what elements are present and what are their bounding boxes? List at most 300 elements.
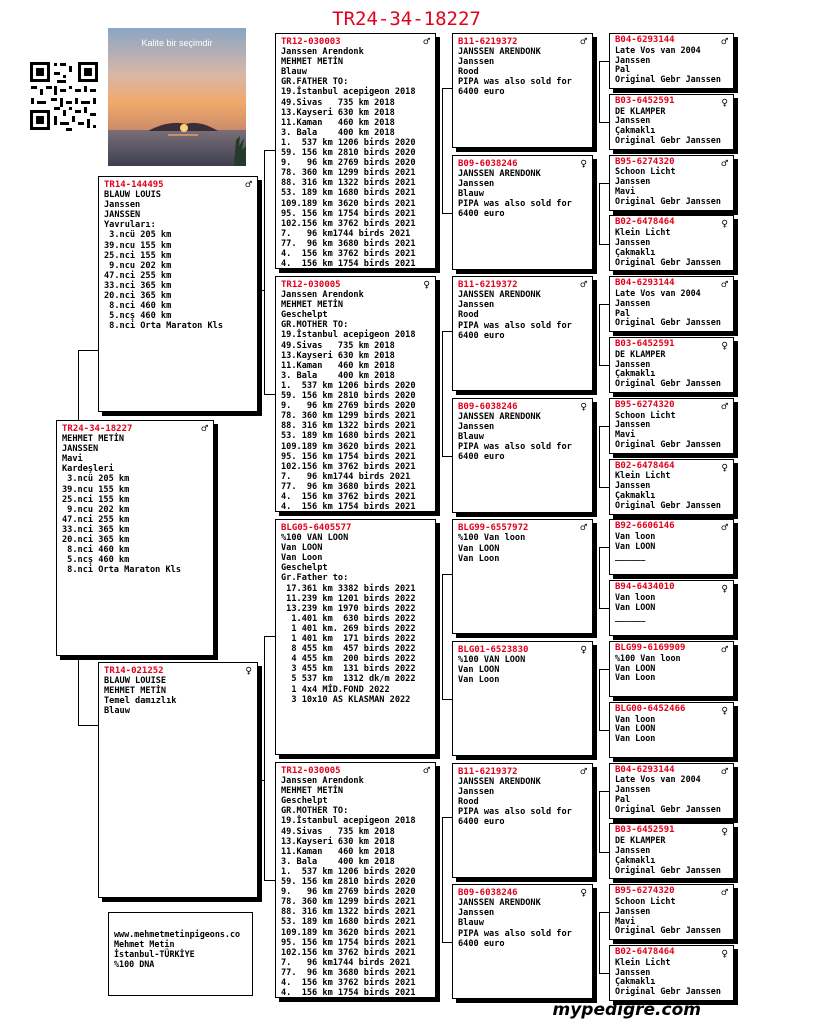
connector-line (599, 426, 609, 427)
card-gggp-2[interactable] (609, 94, 734, 150)
card-line: 3.ncü 205 km (62, 474, 130, 485)
card-line: Kardeşleri (62, 464, 114, 475)
card-line: 1. 537 km 1206 birds 2020 (281, 866, 416, 877)
card-line: 6400 euro (458, 452, 505, 463)
card-line: 102.156 km 3762 birds 2021 (281, 461, 416, 472)
card-line: JANSSEN ARENDONK (458, 168, 541, 179)
card-line: 53. 189 km 1680 birds 2021 (281, 188, 416, 199)
card-line: 19.İstanbul acepigeon 2018 (281, 816, 416, 827)
card-ggp-3[interactable] (452, 276, 593, 391)
card-line: Blauw (458, 188, 484, 199)
card-gggp-3[interactable] (609, 155, 734, 211)
sex-icon: ♂ (580, 35, 587, 48)
card-line: 6400 euro (458, 817, 505, 828)
card-line: 9. 96 km 2769 birds 2020 (281, 401, 416, 412)
connector-line (78, 725, 98, 726)
sex-icon: ♀ (423, 278, 430, 291)
card-line: Van Loon (458, 553, 500, 564)
ring-number: BLG05-6405577 (281, 523, 352, 533)
contact-name: Mehmet Metin (114, 939, 175, 950)
connector-line (599, 365, 609, 366)
sex-icon: ♂ (721, 399, 728, 413)
ring-number: B02-6478464 (615, 947, 675, 957)
card-line: Van LOON (615, 601, 656, 612)
ring-number: B02-6478464 (615, 217, 675, 228)
connector-line (599, 791, 600, 852)
contact-location: İstanbul-TÜRKİYE (114, 949, 195, 960)
card-line: Late Vos van 2004 (615, 774, 701, 785)
card-gggp-15[interactable] (609, 884, 734, 940)
connector-line (599, 608, 609, 609)
connector-line (264, 880, 275, 881)
card-line: %100 Van loon (458, 533, 526, 544)
card-gp-3[interactable] (275, 519, 436, 755)
sex-icon: ♀ (245, 664, 252, 677)
sex-icon: ♂ (721, 764, 728, 778)
card-gggp-11[interactable] (609, 641, 734, 697)
card-line: 8 455 km 457 birds 2022 (281, 644, 416, 655)
sex-icon: ♂ (580, 521, 587, 535)
card-line: %100 VAN LOON (458, 655, 526, 666)
card-ggp-4[interactable] (452, 398, 593, 513)
card-ggp-7[interactable] (452, 763, 593, 878)
card-line: 8.nci 460 km (104, 301, 172, 312)
card-line: Mavi (615, 915, 636, 926)
card-line: Van LOON (615, 540, 656, 551)
card-line: Janssen (458, 421, 495, 432)
card-line: Mavi (615, 185, 636, 196)
sex-icon: ♀ (721, 95, 728, 109)
card-gggp-14[interactable] (609, 823, 734, 879)
card-line: Pal (615, 64, 631, 75)
sex-icon: ♂ (423, 35, 430, 48)
sex-icon: ♂ (721, 278, 728, 292)
card-line: JANSSEN ARENDONK (458, 898, 541, 909)
card-line: Janssen Arendonk (281, 47, 364, 58)
card-line: DE KLAMPER (615, 105, 666, 116)
card-line: JANSSEN ARENDONK (458, 47, 541, 58)
sex-icon: ♀ (721, 339, 728, 352)
card-gggp-5[interactable] (609, 276, 734, 332)
card-line: Janssen Arendonk (281, 290, 364, 301)
card-line: Original Gebr Janssen (615, 864, 721, 875)
card-line: 88. 316 km 1322 birds 2021 (281, 178, 416, 189)
connector-line (442, 699, 452, 700)
card-line: Original Gebr Janssen (615, 378, 721, 389)
ring-number: B11-6219372 (458, 766, 518, 777)
card-line: 13.Kayseri 630 km 2018 (281, 107, 395, 118)
photo-caption: Kalite bir seçimdir (141, 38, 213, 48)
ring-number: B04-6293144 (615, 764, 675, 775)
card-line: 109.189 km 3620 birds 2021 (281, 198, 416, 209)
card-line: 4. 156 km 1754 birds 2021 (281, 259, 416, 269)
contact-box (108, 912, 253, 996)
ring-number: B95-6274320 (615, 399, 675, 410)
card-line: 19.İstanbul acepigeon 2018 (281, 87, 416, 98)
card-line: Van Loon (458, 675, 500, 686)
card-line: Blauw (458, 432, 484, 443)
connector-line (442, 574, 443, 699)
card-line: 39.ncu 155 km (104, 240, 172, 251)
card-line: 95. 156 km 1754 birds 2021 (281, 208, 416, 219)
card-line: JANSSEN ARENDONK (458, 776, 541, 787)
card-gggp-1[interactable] (609, 33, 734, 89)
card-line: Van LOON (458, 543, 500, 554)
card-line: 8.nci 460 km (62, 545, 130, 556)
card-line: 77. 96 km 3680 birds 2021 (281, 481, 416, 492)
connector-line (258, 290, 264, 291)
card-line: 53. 189 km 1680 birds 2021 (281, 917, 416, 928)
card-line: 4. 156 km 1754 birds 2021 (281, 988, 416, 998)
card-line: Original Gebr Janssen (615, 134, 721, 145)
connector-line (599, 304, 600, 365)
card-line: 33.nci 365 km (104, 280, 172, 291)
card-line: ______ (615, 611, 646, 622)
ring-number: BLG99-6557972 (458, 523, 529, 534)
card-line: DE KLAMPER (615, 348, 666, 359)
ring-number: B92-6606146 (615, 521, 675, 532)
sex-icon: ♀ (721, 947, 728, 960)
card-line: PIPA was also sold for (458, 442, 572, 453)
card-line: Janssen (458, 908, 495, 919)
card-line: 13.239 km 1970 birds 2022 (281, 603, 416, 614)
card-line: Schoon Licht (615, 409, 676, 420)
card-line: 9. 96 km 2769 birds 2020 (281, 887, 416, 898)
ring-number: TR12-030005 (281, 766, 341, 776)
card-line: BLAUW LOUIS (104, 190, 161, 201)
card-line: 59. 156 km 2810 birds 2020 (281, 877, 416, 888)
card-line: 20.nci 365 km (104, 291, 172, 302)
card-line: 1 401 km. 269 birds 2022 (281, 623, 416, 634)
connector-line (442, 213, 452, 214)
card-line: Janssen (458, 786, 495, 797)
card-line: Van Loon (615, 672, 656, 683)
card-line: GR.MOTHER TO: (281, 320, 349, 331)
card-line: Rood (458, 67, 479, 78)
card-line: JANSSEN (104, 210, 141, 221)
card-line: 1. 537 km 1206 birds 2020 (281, 137, 416, 148)
card-gggp-6[interactable] (609, 337, 734, 393)
card-line: JANSSEN (62, 444, 99, 455)
card-gp-4[interactable] (275, 762, 436, 998)
card-line: Van loon (615, 713, 656, 724)
card-line: Late Vos van 2004 (615, 287, 701, 298)
card-line: 11.239 km 1201 birds 2022 (281, 593, 416, 604)
connector-line (264, 150, 275, 151)
card-line: Original Gebr Janssen (615, 195, 721, 206)
card-line: MEHMET METİN (62, 434, 125, 445)
connector-line (599, 973, 609, 974)
card-line: GR.FATHER TO: (281, 77, 349, 88)
connector-line (599, 61, 609, 62)
sex-icon: ♂ (201, 422, 208, 435)
card-line: 59. 156 km 2810 birds 2020 (281, 148, 416, 159)
card-gggp-13[interactable] (609, 763, 734, 819)
sex-icon: ♂ (580, 764, 587, 778)
card-line: 49.Sivas 735 km 2018 (281, 340, 395, 351)
card-line: 9.ncu 202 km (62, 504, 130, 515)
card-line: 6400 euro (458, 938, 505, 949)
ring-number: B04-6293144 (615, 35, 675, 45)
card-line: Blauw (458, 918, 484, 929)
card-line: %100 Van loon (615, 652, 681, 663)
card-line: 11.Kaman 460 km 2018 (281, 117, 395, 128)
card-line: Janssen (615, 358, 651, 369)
card-line: 9.ncu 202 km (104, 260, 172, 271)
card-line: Geschelpt (281, 310, 328, 321)
card-line: 8.nci Orta Maraton Kls (62, 565, 181, 576)
card-line: 7. 96 km1744 birds 2021 (281, 957, 411, 968)
contact-dna: %100 DNA (114, 959, 155, 970)
card-line: 17.361 km 3382 birds 2021 (281, 583, 416, 594)
card-line: 7. 96 km1744 birds 2021 (281, 228, 411, 239)
card-line: 11.Kaman 460 km 2018 (281, 846, 395, 857)
ring-number: B03-6452591 (615, 339, 675, 349)
card-line: Gr.Father to: (281, 573, 349, 584)
card-line: 1.401 km 630 birds 2022 (281, 613, 416, 624)
card-line: Original Gebr Janssen (615, 925, 721, 936)
card-line: Janssen (615, 419, 651, 430)
connector-line (258, 780, 264, 781)
card-gggp-9[interactable] (609, 519, 734, 575)
card-gggp-12[interactable] (609, 702, 734, 758)
card-line: Janssen (458, 57, 495, 68)
card-line: Yavruları: (104, 220, 156, 231)
card-line: Çakmaklı (615, 976, 656, 987)
card-ggp-8[interactable] (452, 884, 593, 999)
card-line: 53. 189 km 1680 birds 2021 (281, 431, 416, 442)
sex-icon: ♂ (423, 764, 430, 777)
card-line: Janssen (615, 784, 651, 795)
card-mother[interactable] (98, 662, 258, 898)
sex-icon: ♀ (721, 217, 728, 231)
card-line: PIPA was also sold for (458, 320, 572, 331)
card-line: 6400 euro (458, 87, 505, 98)
card-line: Janssen (104, 200, 141, 211)
card-line: 13.Kayseri 630 km 2018 (281, 350, 395, 361)
card-line: 4. 156 km 1754 birds 2021 (281, 502, 416, 512)
card-line: 3. Bala 400 km 2018 (281, 127, 395, 138)
card-line: 1 4x4 MİD.FOND 2022 (281, 684, 390, 695)
card-line: 4 455 km 200 birds 2022 (281, 654, 416, 665)
card-line: 6400 euro (458, 330, 505, 341)
card-line: 59. 156 km 2810 birds 2020 (281, 391, 416, 402)
connector-line (599, 547, 600, 608)
card-line: 3 455 km 131 birds 2022 (281, 664, 416, 675)
ring-number: B03-6452591 (615, 825, 675, 836)
sex-icon: ♂ (245, 178, 252, 191)
sunset-photo (108, 28, 246, 166)
sex-icon: ♂ (721, 886, 728, 900)
connector-line (264, 394, 275, 395)
card-line: 1. 537 km 1206 birds 2020 (281, 380, 416, 391)
card-line: MEHMET METİN (281, 57, 344, 68)
connector-line (442, 942, 452, 943)
card-line: Van LOON (615, 662, 656, 673)
card-ggp-6[interactable] (452, 641, 593, 756)
card-gggp-10[interactable] (609, 580, 734, 636)
card-ggp-1[interactable] (452, 33, 593, 148)
card-line: 9. 96 km 2769 birds 2020 (281, 158, 416, 169)
connector-line (599, 122, 609, 123)
card-line: PIPA was also sold for (458, 77, 572, 88)
card-line: JANSSEN ARENDONK (458, 411, 541, 422)
sex-icon: ♀ (580, 886, 587, 900)
connector-line (442, 574, 452, 575)
card-line: 88. 316 km 1322 birds 2021 (281, 421, 416, 432)
card-ggp-5[interactable] (452, 519, 593, 634)
card-line: 6400 euro (458, 209, 505, 220)
connector-line (78, 656, 79, 726)
card-line: 77. 96 km 3680 birds 2021 (281, 967, 416, 978)
connector-line (599, 669, 600, 730)
card-line: Original Gebr Janssen (615, 256, 721, 267)
ring-number: B09-6038246 (458, 158, 518, 169)
connector-line (264, 636, 275, 637)
card-line: Van LOON (458, 665, 500, 676)
card-line: Mavi (62, 454, 83, 465)
card-line: Pal (615, 793, 631, 804)
card-line: Van LOON (615, 723, 656, 734)
card-line: JANSSEN ARENDONK (458, 290, 541, 301)
card-line: Van Loon (281, 553, 323, 564)
card-line: GR.MOTHER TO: (281, 806, 349, 817)
connector-line (442, 817, 452, 818)
card-line: Geschelpt (281, 796, 328, 807)
card-line: 78. 360 km 1299 birds 2021 (281, 897, 416, 908)
ring-number: B03-6452591 (615, 95, 675, 106)
card-line: Rood (458, 310, 479, 321)
card-line: Late Vos van 2004 (615, 44, 701, 55)
connector-line (599, 730, 609, 731)
sex-icon: ♂ (721, 35, 728, 48)
connector-line (599, 547, 609, 548)
connector-line (599, 912, 600, 973)
card-line: 19.İstanbul acepigeon 2018 (281, 330, 416, 341)
ring-number: B11-6219372 (458, 280, 518, 291)
sex-icon: ♂ (721, 521, 728, 535)
sex-icon: ♀ (580, 156, 587, 170)
card-line: MEHMET METİN (281, 786, 344, 797)
card-line: %100 VAN LOON (281, 533, 349, 544)
sex-icon: ♀ (580, 643, 587, 656)
card-line: 88. 316 km 1322 birds 2021 (281, 907, 416, 918)
card-line: Blauw (104, 706, 130, 717)
card-line: 11.Kaman 460 km 2018 (281, 360, 395, 371)
card-line: Original Gebr Janssen (615, 317, 721, 328)
card-gp-2[interactable] (275, 276, 436, 512)
page-title: TR24-34-18227 (332, 8, 481, 30)
card-line: Janssen (615, 297, 651, 308)
card-line: Janssen (615, 236, 651, 247)
card-line: Çakmaklı (615, 125, 656, 136)
connector-line (442, 88, 452, 89)
card-line: Schoon Licht (615, 895, 676, 906)
connector-line (599, 669, 609, 670)
connector-line (442, 456, 452, 457)
card-line: 47.nci 255 km (104, 270, 172, 281)
connector-line (78, 350, 98, 351)
contact-website[interactable]: www.mehmetmetinpigeons.co (114, 929, 241, 939)
card-line: PIPA was also sold for (458, 198, 572, 209)
card-line: Janssen (615, 115, 651, 126)
ring-number: BLG01-6523830 (458, 645, 529, 655)
card-line: 3. Bala 400 km 2018 (281, 370, 395, 381)
card-line: MEHMET METİN (104, 686, 167, 697)
card-line: Original Gebr Janssen (615, 74, 721, 85)
ring-number: B04-6293144 (615, 278, 675, 289)
card-line: Çakmaklı (615, 246, 656, 257)
ring-number: B09-6038246 (458, 888, 518, 899)
card-line: 4. 156 km 3762 birds 2021 (281, 248, 416, 259)
card-line: Original Gebr Janssen (615, 438, 721, 449)
card-line: MEHMET METİN (281, 300, 344, 311)
card-line: 77. 96 km 3680 birds 2021 (281, 238, 416, 249)
connector-line (264, 636, 265, 881)
card-gggp-8[interactable] (609, 459, 734, 515)
connector-line (599, 852, 609, 853)
sex-icon: ♂ (721, 643, 728, 656)
card-line: Original Gebr Janssen (615, 499, 721, 510)
card-line: 78. 360 km 1299 birds 2021 (281, 411, 416, 422)
card-line: Klein Licht (615, 470, 671, 481)
card-line: Pal (615, 307, 631, 318)
card-line: 49.Sivas 735 km 2018 (281, 826, 395, 837)
card-line: ______ (615, 550, 646, 561)
card-father[interactable] (98, 176, 258, 412)
card-gp-1[interactable] (275, 33, 436, 269)
card-line: Van Loon (615, 733, 656, 744)
footer-brand[interactable]: mypedigre.com (552, 1000, 701, 1020)
card-ggp-2[interactable] (452, 155, 593, 270)
connector-line (599, 244, 609, 245)
card-gggp-4[interactable] (609, 215, 734, 271)
sex-icon: ♂ (580, 278, 587, 292)
connector-line (599, 426, 600, 487)
card-line: 95. 156 km 1754 birds 2021 (281, 937, 416, 948)
card-line: BLAUW LOUISE (104, 676, 167, 687)
connector-line (442, 817, 443, 942)
card-line: Çakmaklı (615, 368, 656, 379)
sex-icon: ♂ (721, 156, 728, 170)
card-line: 3 10x10 AS KLASMAN 2022 (281, 694, 411, 705)
card-line: Janssen Arendonk (281, 776, 364, 787)
connector-line (442, 88, 443, 213)
card-line: Klein Licht (615, 227, 671, 238)
connector-line (599, 61, 600, 122)
ring-number: TR14-144495 (104, 180, 164, 190)
card-gggp-7[interactable] (609, 398, 734, 454)
card-line: 7. 96 km1744 birds 2021 (281, 471, 411, 482)
card-line: 39.ncu 155 km (62, 484, 130, 495)
ring-number: B02-6478464 (615, 460, 675, 471)
ring-number: B95-6274320 (615, 886, 675, 897)
card-subject[interactable] (56, 420, 214, 656)
card-line: Blauw (281, 67, 307, 78)
connector-line (599, 304, 609, 305)
card-line: 20.nci 365 km (62, 535, 130, 546)
card-line: 5.ncş 460 km (104, 311, 172, 322)
connector-line (78, 350, 79, 420)
connector-line (599, 791, 609, 792)
card-gggp-16[interactable] (609, 945, 734, 1001)
connector-line (599, 183, 609, 184)
ring-number: TR14-021252 (104, 666, 164, 676)
card-line: Janssen (615, 54, 651, 65)
card-line: Çakmaklı (615, 489, 656, 500)
ring-number: B94-6434010 (615, 582, 675, 593)
card-line: 8.nci Orta Maraton Kls (104, 321, 223, 332)
